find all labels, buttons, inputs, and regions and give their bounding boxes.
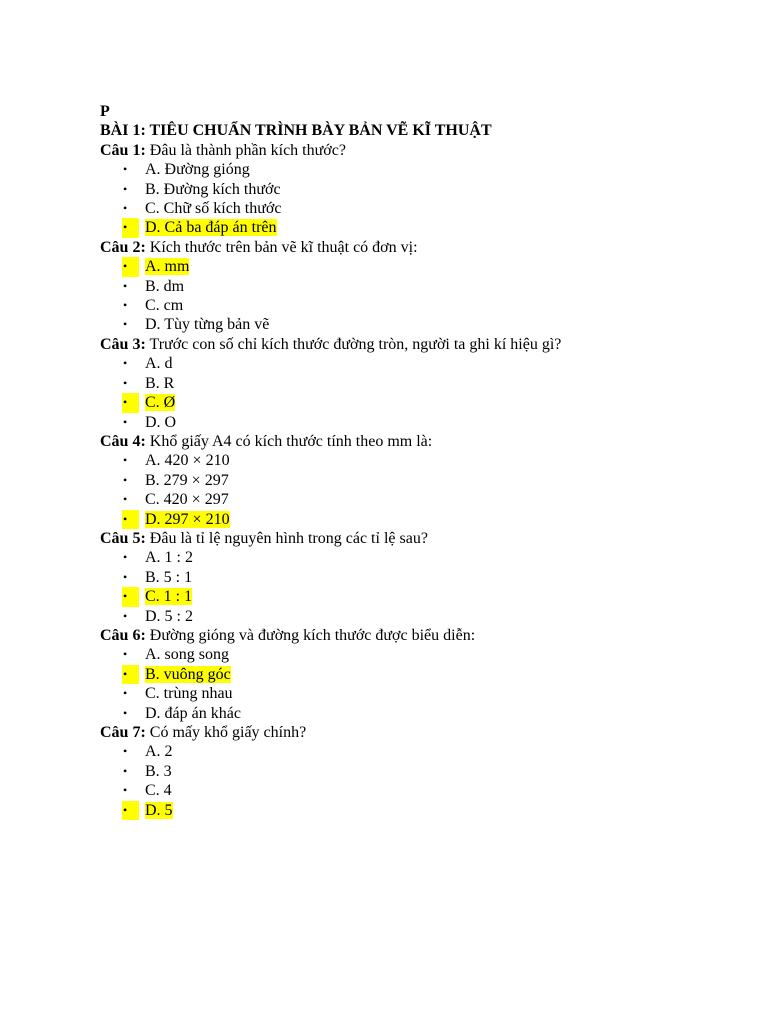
question-3: [100, 335, 561, 432]
answer-option: [123, 413, 561, 432]
question-5: [100, 529, 561, 626]
answer-option: [123, 199, 561, 218]
question-list: [100, 141, 561, 820]
answer-option-highlighted: [123, 218, 561, 237]
question-label: Câu 5:: [100, 529, 146, 547]
answer-option-text: D. 5: [145, 801, 173, 819]
question-line: [100, 335, 561, 354]
answer-option: [123, 645, 561, 664]
answer-option: [123, 160, 561, 179]
question-text: Đường gióng và đường kích thước được biểu diễn:: [145, 626, 476, 644]
question-text: Trước con số chỉ kích thước đường tròn, người ta ghi kí hiệu gì?: [145, 335, 562, 353]
question-6: [100, 626, 561, 723]
question-1: [100, 141, 561, 238]
question-label: Câu 1:: [100, 141, 146, 159]
answer-option-text: C. cm: [145, 297, 184, 315]
answer-option-text: A. Đường gióng: [145, 161, 250, 179]
question-label: Câu 4:: [100, 432, 146, 450]
question-text: Có mấy khổ giấy chính?: [145, 724, 307, 741]
answer-options: [100, 742, 561, 820]
answer-option-text: D. 5 : 2: [145, 607, 193, 625]
answer-option: [123, 451, 561, 470]
answer-option: [123, 374, 561, 393]
answer-option-text: B. 3: [145, 762, 172, 780]
answer-option-text: D. O: [145, 413, 177, 431]
answer-option-highlighted: [123, 510, 561, 529]
answer-option-text: C. 1 : 1: [145, 588, 193, 606]
answer-option: [123, 354, 561, 373]
answer-option-text: A. 1 : 2: [145, 549, 193, 567]
answer-option-text: C. trùng nhau: [145, 685, 233, 703]
answer-option-text: A. 420 × 210: [145, 452, 230, 470]
answer-option: [123, 277, 561, 296]
answer-option-text: A. 2: [145, 743, 173, 761]
answer-option: [123, 568, 561, 587]
answer-option-text: A. song song: [145, 646, 230, 664]
question-text: Đâu là thành phần kích thước?: [145, 141, 346, 159]
question-7: [100, 723, 561, 820]
answer-option-highlighted: [123, 801, 561, 820]
answer-option: [123, 607, 561, 626]
heading-p-label: P: [100, 103, 110, 120]
question-text: Kích thước trên bản vẽ kĩ thuật có đơn vị:: [145, 238, 418, 256]
answer-option-text: C. 4: [145, 782, 172, 800]
answer-option-text: C. Chữ số kích thước: [145, 200, 282, 218]
question-text: Khổ giấy A4 có kích thước tính theo mm là:: [145, 432, 433, 450]
question-label: Câu 7:: [100, 724, 146, 741]
answer-options: [100, 354, 561, 432]
answer-option: [123, 471, 561, 490]
answer-option-text: B. 279 × 297: [145, 471, 229, 489]
answer-option: [123, 704, 561, 723]
answer-option: [123, 315, 561, 334]
lesson-title: BÀI 1: TIÊU CHUẨN TRÌNH BÀY BẢN VẼ KĨ THUẬT: [100, 122, 492, 140]
answer-options: [100, 645, 561, 723]
answer-option-text: B. dm: [145, 277, 185, 295]
question-label: Câu 6:: [100, 626, 146, 644]
answer-options: [100, 548, 561, 626]
answer-option: [123, 180, 561, 199]
answer-option-text: B. R: [145, 374, 175, 392]
answer-option-text: B. vuông góc: [145, 665, 231, 683]
question-label: Câu 3:: [100, 335, 146, 353]
answer-option-text: D. Cả ba đáp án trên: [145, 219, 277, 237]
answer-option-text: C. 420 × 297: [145, 491, 229, 509]
answer-option-text: A. mm: [145, 258, 190, 276]
answer-option-highlighted: [123, 665, 561, 684]
question-text: Đâu là tỉ lệ nguyên hình trong các tỉ lệ sau?: [145, 529, 428, 547]
answer-option-text: B. Đường kích thước: [145, 180, 281, 198]
answer-option-text: B. 5 : 1: [145, 568, 193, 586]
answer-option-text: A. d: [145, 355, 173, 373]
question-line: [100, 626, 561, 645]
question-label: Câu 2:: [100, 238, 146, 256]
question-line: [100, 141, 561, 160]
question-2: [100, 238, 561, 335]
document-content: [100, 102, 561, 820]
answer-option: [123, 762, 561, 781]
answer-option-text: D. Tùy từng bản vẽ: [145, 316, 270, 334]
answer-options: [100, 451, 561, 529]
answer-option: [123, 548, 561, 567]
answer-option-text: D. đáp án khác: [145, 704, 241, 722]
answer-option-highlighted: [123, 393, 561, 412]
question-line: [100, 432, 561, 451]
question-line: [100, 723, 561, 742]
question-4: [100, 432, 561, 529]
answer-option-highlighted: [123, 587, 561, 606]
answer-option-text: D. 297 × 210: [145, 510, 230, 528]
question-line: [100, 238, 561, 257]
answer-option: [123, 490, 561, 509]
answer-option: [123, 296, 561, 315]
answer-option: [123, 684, 561, 703]
answer-option: [123, 742, 561, 761]
question-line: [100, 529, 561, 548]
answer-options: [100, 160, 561, 238]
answer-option-text: C. Ø: [145, 394, 176, 412]
answer-options: [100, 257, 561, 335]
answer-option-highlighted: [123, 257, 561, 276]
answer-option: [123, 781, 561, 800]
